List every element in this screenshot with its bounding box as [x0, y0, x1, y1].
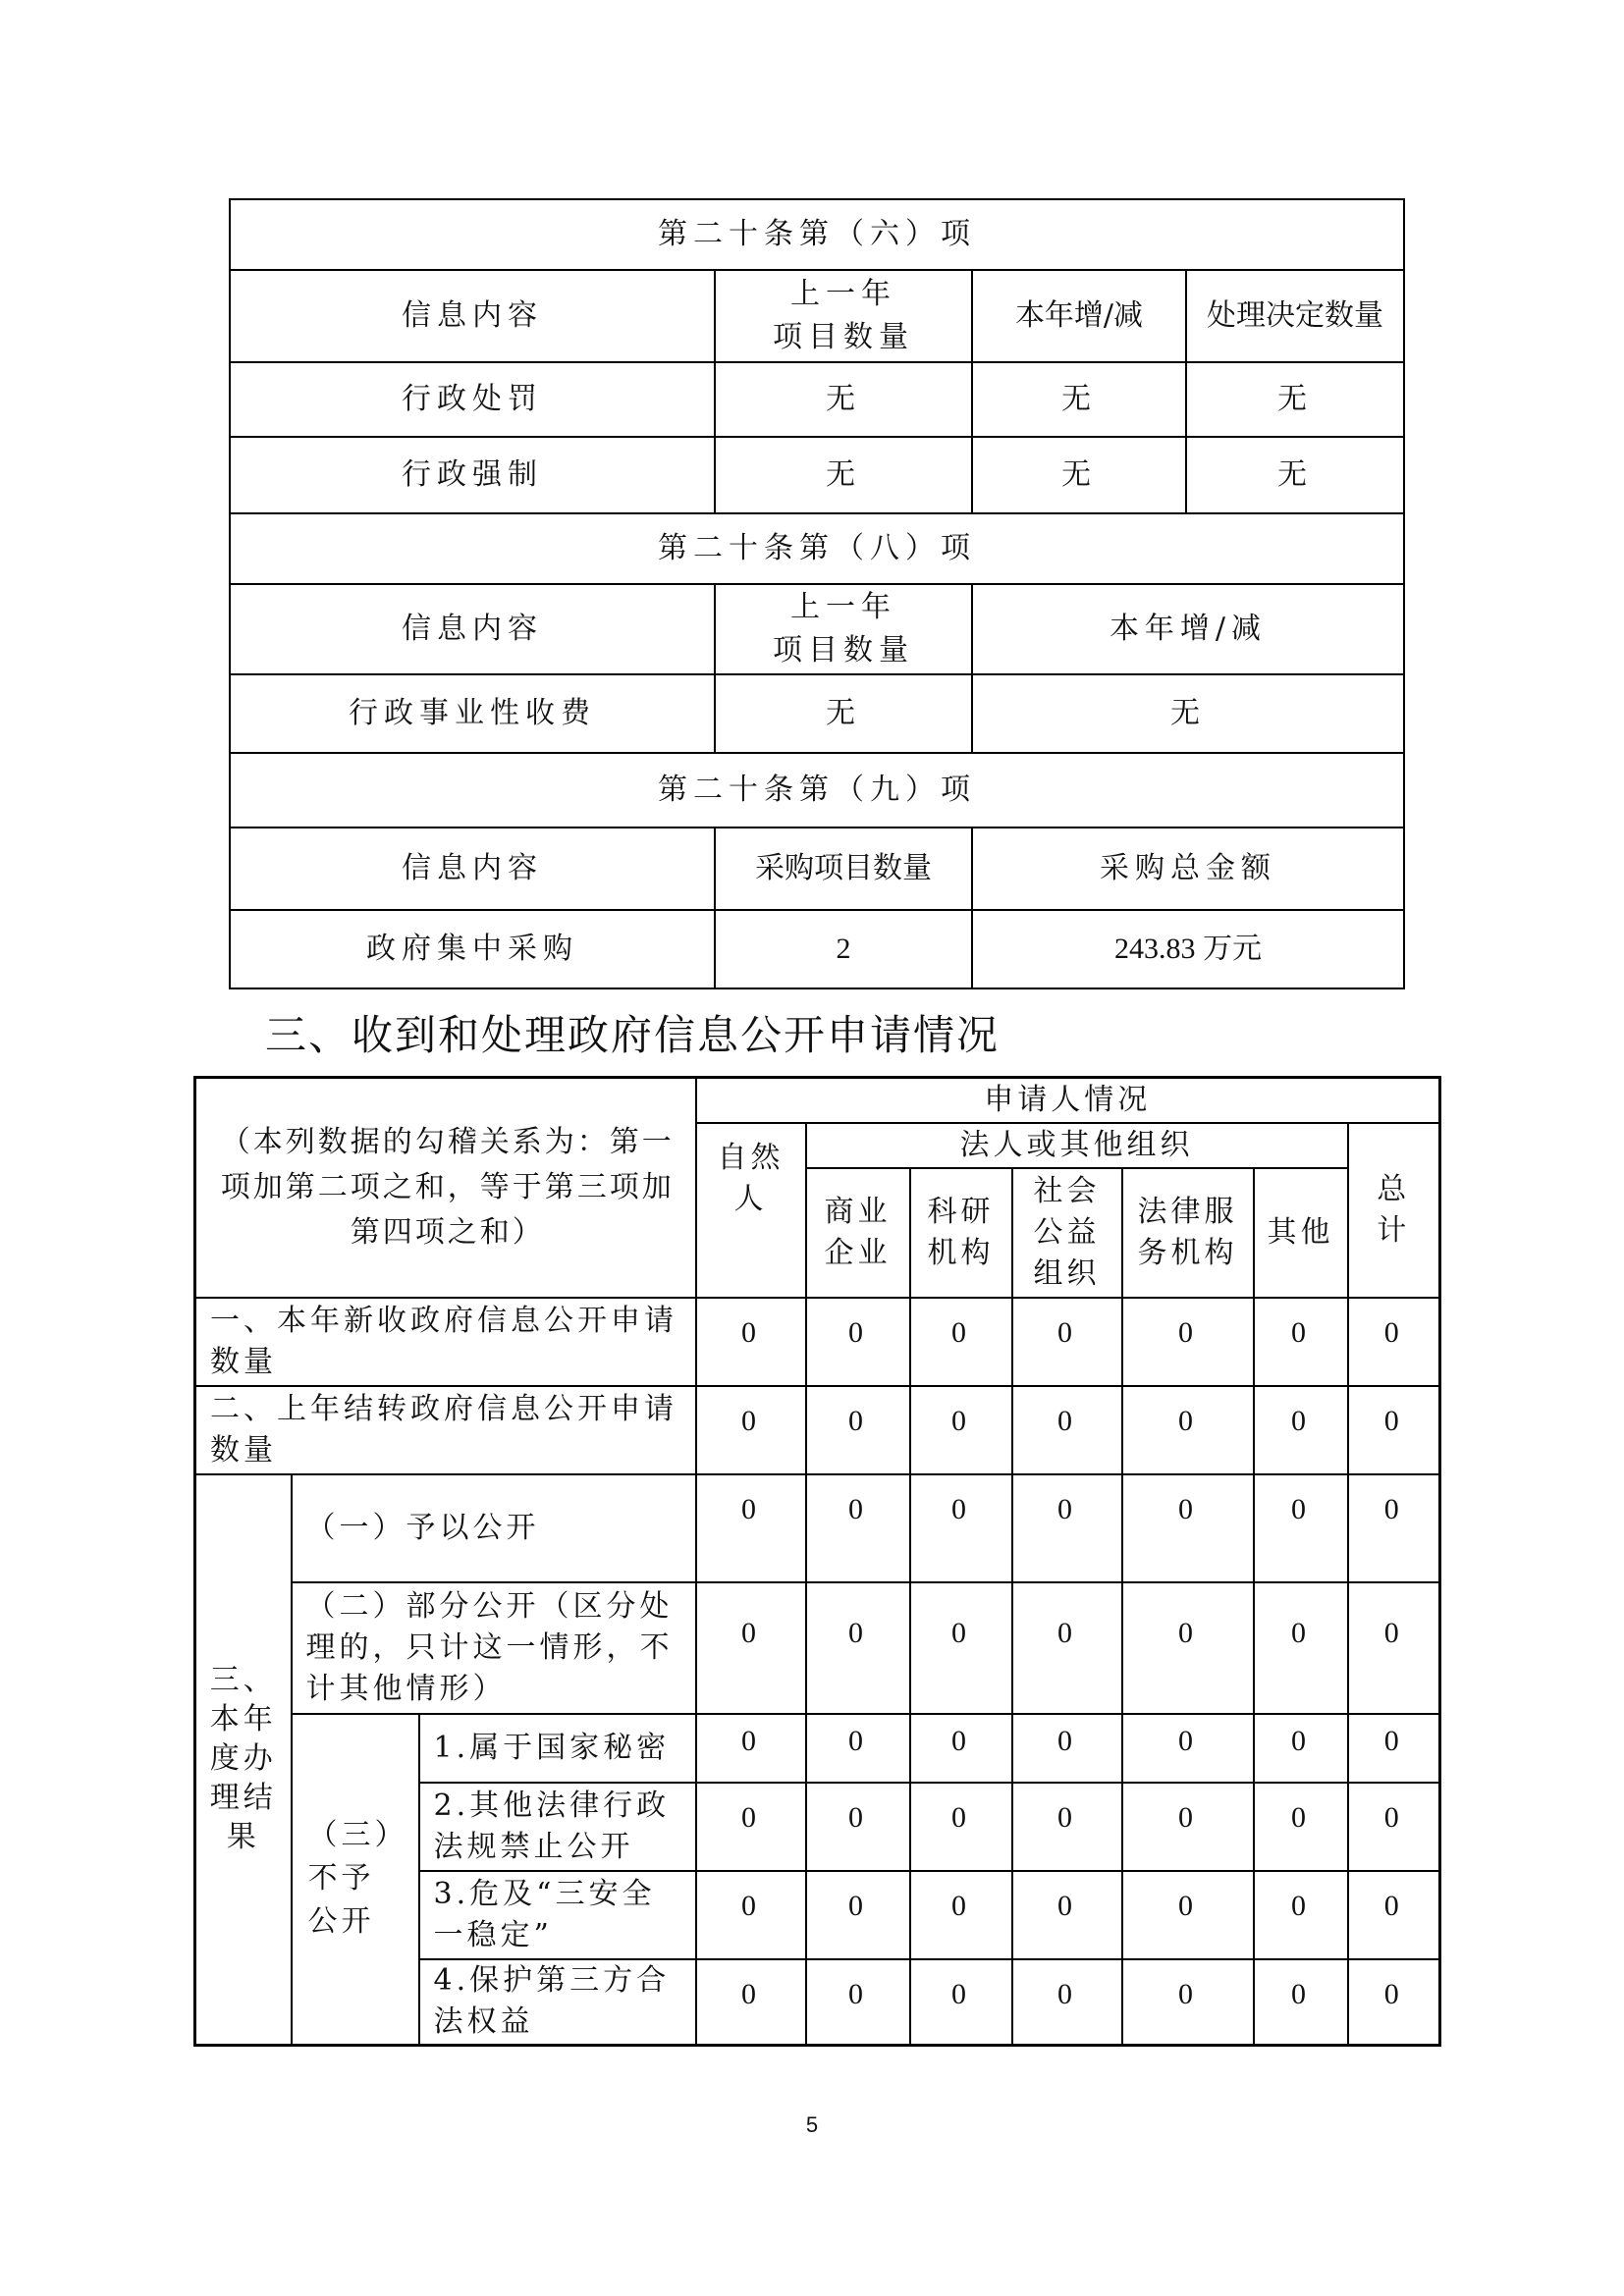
row-label: 政府集中采购 [230, 910, 715, 988]
cell-value: 0 [696, 1959, 806, 2046]
cell-value: 0 [1348, 1386, 1440, 1474]
cell-value: 0 [1122, 1474, 1254, 1582]
header-info-content: 信息内容 [230, 584, 715, 674]
cell-value: 无 [972, 362, 1186, 437]
cell-value: 0 [806, 1959, 910, 2046]
row-group-not-disclosed: （三）不予公开 [292, 1714, 419, 2046]
section-heading: 三、收到和处理政府信息公开申请情况 [265, 1011, 1001, 1059]
cell-value: 0 [1012, 1386, 1122, 1474]
cell-value: 2 [715, 910, 972, 988]
row-law-prohibited: 2.其他法律行政法规禁止公开 [419, 1783, 696, 1871]
row-label: 行政事业性收费 [230, 674, 715, 753]
header-legal-entity: 法人或其他组织 [806, 1123, 1348, 1168]
cell-value: 0 [1122, 1871, 1254, 1959]
cell-value: 0 [806, 1386, 910, 1474]
header-legal-service: 法律服 务机构 [1122, 1168, 1254, 1298]
cell-value: 0 [1254, 1783, 1348, 1871]
cell-value: 0 [1122, 1298, 1254, 1386]
cell-value: 0 [1122, 1582, 1254, 1714]
cell-value: 0 [910, 1714, 1012, 1783]
section-6-title: 第二十条第（六）项 [230, 199, 1404, 270]
header-purchase-count: 采购项目数量 [715, 828, 972, 910]
cell-value: 0 [696, 1582, 806, 1714]
cell-value: 无 [715, 362, 972, 437]
cell-value: 0 [1122, 1714, 1254, 1783]
cell-value: 0 [1348, 1298, 1440, 1386]
cell-value: 0 [910, 1783, 1012, 1871]
header-research: 科研 机构 [910, 1168, 1012, 1298]
cell-value: 无 [715, 674, 972, 753]
cell-value: 0 [806, 1871, 910, 1959]
header-social: 社会 公益 组织 [1012, 1168, 1122, 1298]
cell-value: 0 [1122, 1386, 1254, 1474]
header-prev-year-count: 上一年 项目数量 [715, 270, 972, 362]
applications-table [193, 1076, 1441, 2047]
cell-value: 0 [806, 1714, 910, 1783]
header-year-change: 本年增/减 [972, 270, 1186, 362]
row-partially-disclosed: （二）部分公开（区分处理的，只计这一情形，不计其他情形） [292, 1582, 696, 1714]
cell-value: 0 [1254, 1386, 1348, 1474]
cell-value: 243.83 万元 [972, 910, 1404, 988]
row-carried-over: 二、上年结转政府信息公开申请数量 [195, 1386, 696, 1474]
cell-value: 0 [1348, 1871, 1440, 1959]
cell-value: 无 [715, 437, 972, 513]
cell-value: 0 [1254, 1714, 1348, 1783]
cell-value: 0 [1012, 1871, 1122, 1959]
cell-value: 0 [696, 1871, 806, 1959]
header-total: 总 计 [1348, 1123, 1440, 1298]
disclosure-items-table [229, 198, 1405, 989]
row-third-party-rights: 4.保护第三方合法权益 [419, 1959, 696, 2046]
cell-value: 0 [1348, 1474, 1440, 1582]
cell-value: 0 [1254, 1582, 1348, 1714]
section-9-title: 第二十条第（九）项 [230, 753, 1404, 828]
cell-value: 0 [696, 1298, 806, 1386]
header-applicant: 申请人情况 [696, 1078, 1440, 1123]
cell-value: 0 [910, 1871, 1012, 1959]
row-disclosed: （一）予以公开 [292, 1474, 696, 1582]
cell-value: 0 [1012, 1582, 1122, 1714]
cell-value: 0 [1348, 1959, 1440, 2046]
cell-value: 0 [1254, 1871, 1348, 1959]
cell-value: 无 [1186, 437, 1404, 513]
row-label: 行政处罚 [230, 362, 715, 437]
cell-value: 0 [1012, 1783, 1122, 1871]
cell-value: 0 [910, 1582, 1012, 1714]
cell-value: 无 [972, 674, 1404, 753]
header-natural-person: 自然 人 [696, 1123, 806, 1298]
cell-value: 0 [1348, 1783, 1440, 1871]
header-info-content: 信息内容 [230, 828, 715, 910]
cell-value: 0 [910, 1474, 1012, 1582]
cell-value: 0 [806, 1783, 910, 1871]
cell-value: 0 [910, 1298, 1012, 1386]
cell-value: 0 [1122, 1783, 1254, 1871]
cell-value: 0 [1348, 1714, 1440, 1783]
header-purchase-amount: 采购总金额 [972, 828, 1404, 910]
header-other: 其他 [1254, 1168, 1348, 1298]
section-8-title: 第二十条第（八）项 [230, 513, 1404, 584]
header-prev-year-count: 上一年 项目数量 [715, 584, 972, 674]
cell-value: 0 [1254, 1474, 1348, 1582]
cell-value: 0 [1012, 1474, 1122, 1582]
header-info-content: 信息内容 [230, 270, 715, 362]
header-decision-count: 处理决定数量 [1186, 270, 1404, 362]
cell-value: 0 [806, 1582, 910, 1714]
row-group-results: 三、本年度办理结果 [195, 1474, 292, 2046]
cell-value: 0 [1012, 1298, 1122, 1386]
cell-value: 0 [1254, 1298, 1348, 1386]
cell-value: 无 [1186, 362, 1404, 437]
row-endanger-security: 3.危及“三安全一稳定” [419, 1871, 696, 1959]
cell-value: 0 [806, 1474, 910, 1582]
cell-value: 0 [1122, 1959, 1254, 2046]
cell-value: 0 [696, 1783, 806, 1871]
cell-value: 0 [1012, 1959, 1122, 2046]
cell-value: 0 [696, 1474, 806, 1582]
cell-value: 0 [910, 1959, 1012, 2046]
balance-note: （本列数据的勾稽关系为：第一项加第二项之和，等于第三项加第四项之和） [195, 1078, 696, 1298]
cell-value: 0 [910, 1386, 1012, 1474]
cell-value: 0 [696, 1386, 806, 1474]
page-number: 5 [805, 2112, 819, 2137]
cell-value: 0 [1348, 1582, 1440, 1714]
header-business: 商业 企业 [806, 1168, 910, 1298]
row-state-secret: 1.属于国家秘密 [419, 1714, 696, 1783]
row-label: 行政强制 [230, 437, 715, 513]
cell-value: 无 [972, 437, 1186, 513]
cell-value: 0 [1012, 1714, 1122, 1783]
cell-value: 0 [806, 1298, 910, 1386]
header-year-change: 本年增/减 [972, 584, 1404, 674]
cell-value: 0 [696, 1714, 806, 1783]
row-new-applications: 一、本年新收政府信息公开申请数量 [195, 1298, 696, 1386]
cell-value: 0 [1254, 1959, 1348, 2046]
